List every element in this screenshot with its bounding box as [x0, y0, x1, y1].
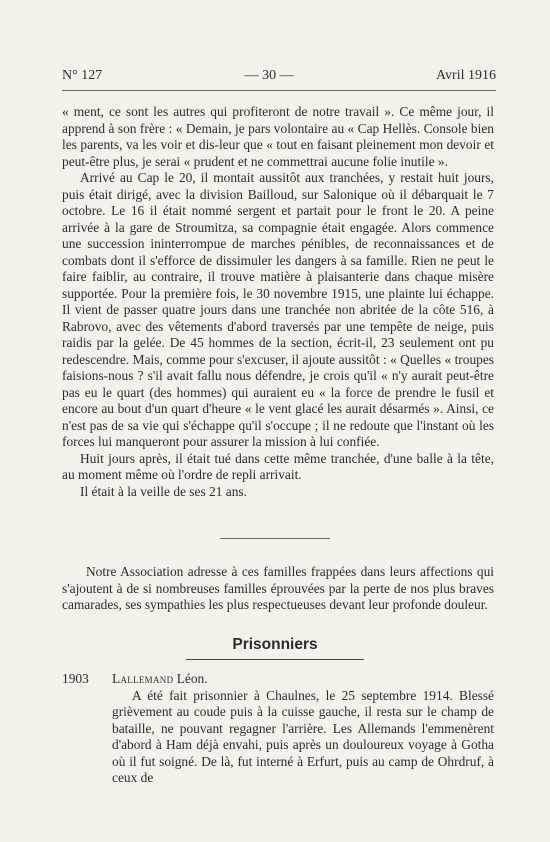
paragraph: Arrivé au Cap le 20, il montait aussitôt aux tranchées, y restait huit jours, puis était dirigé, avec la division Bailloud, sur Salonique où il débarquait le 7 octobre. Le 16 il était nommé sergent et partait pour le front le 20. A peine arrivée à la gare de Stroumitza, sa compagnie était engagée. Alors commence une succession ininterrompue de marches pénibles, de reconnaissances et de combats dont il s'efforce de dissimuler les dangers à sa famille. Rien ne peut le faire faiblir, au contraire, il trouve matière à plaisanterie dans chaque misère supportée. Pour la première fois, le 30 novembre 1915, une plainte lui échappe. Il vient de passer quatre jours dans une tranchée non abritée de la côte 516, à Rabrovo, avec des vêtements d'abord traversés par une tempête de neige, puis raidis par la gelée. De 45 hommes de la section, écrit-il, 23 seulement ont pu redescendre. Mais, comme pour s'excuser, il ajoute aussitôt : « Quelles « troupes faisions-nous ? s'il avait fallu nous défendre, je crois qu'il « n'y aurait peut-être pas eu le quart (des hommes) qui auraient eu « la force de prendre le fusil et encore au bout d'un quart d'heure « le vent glacé les aurait désarmés ». Ainsi, ce n'est pas de sa vie qui s'échappe qu'il s'occupe ; il ne redoute que l'instant où les forces lui manqueront pour assurer la mission à lui confiée.	[62, 170, 494, 449]
section-title-underline	[186, 659, 364, 660]
paragraph: Notre Association adresse à ces familles frappées dans leurs affections qui s'ajoutent à de si nombreuses familles éprouvées par la perte de nos plus braves camarades, ses sympathies les plus respectueuses devant leur profonde douleur.	[62, 564, 494, 612]
prisoner-firstname: Léon.	[176, 671, 208, 686]
association-note	[62, 564, 494, 614]
paragraph: Il était à la veille de ses 21 ans.	[80, 483, 247, 499]
prisoner-surname: Lallemand	[112, 671, 174, 686]
page-header	[62, 68, 496, 84]
main-text	[62, 104, 494, 500]
paragraph: « ment, ce sont les autres qui profiteront de notre travail ». Ce même jour, il apprend à son frère : « Demain, je pars volontaire au « Cap Hellès. Console bien les parents, va les voir et dis-leur que « tout en faisant pleinement mon devoir et peut-être plus, je serai « prudent et ne commettrai aucune folie inutile ».	[62, 104, 494, 169]
prisoner-text	[62, 688, 494, 787]
section-divider	[220, 538, 330, 539]
prisoner-entry	[62, 671, 494, 787]
issue-number: N° 127	[62, 68, 103, 83]
paragraph: A été fait prisonnier à Chaulnes, le 25 septembre 1914. Blessé grièvement au coude puis à la cuisse gauche, il resta sur le champ de bataille, ne pouvant regagner l'arrière. Les Allemands l'emmenèrent d'abord à Ham déjà envahi, puis après un douloureux voyage à Gotha où il fut soigné. De là, fut interné à Erfurt, puis au camp de Ohrdruf, à ceux de	[112, 687, 494, 785]
page-number: — 30 —	[244, 68, 294, 83]
issue-date: Avril 1916	[435, 68, 496, 83]
header-rule	[62, 90, 496, 91]
prisoner-heading	[62, 671, 494, 688]
paragraph: Huit jours après, il était tué dans cette même tranchée, d'une balle à la tête, au moment même où l'ordre de repli arrivait.	[62, 450, 494, 482]
section-title: Prisonniers	[232, 636, 318, 653]
prisoner-year: 1903	[62, 671, 89, 686]
